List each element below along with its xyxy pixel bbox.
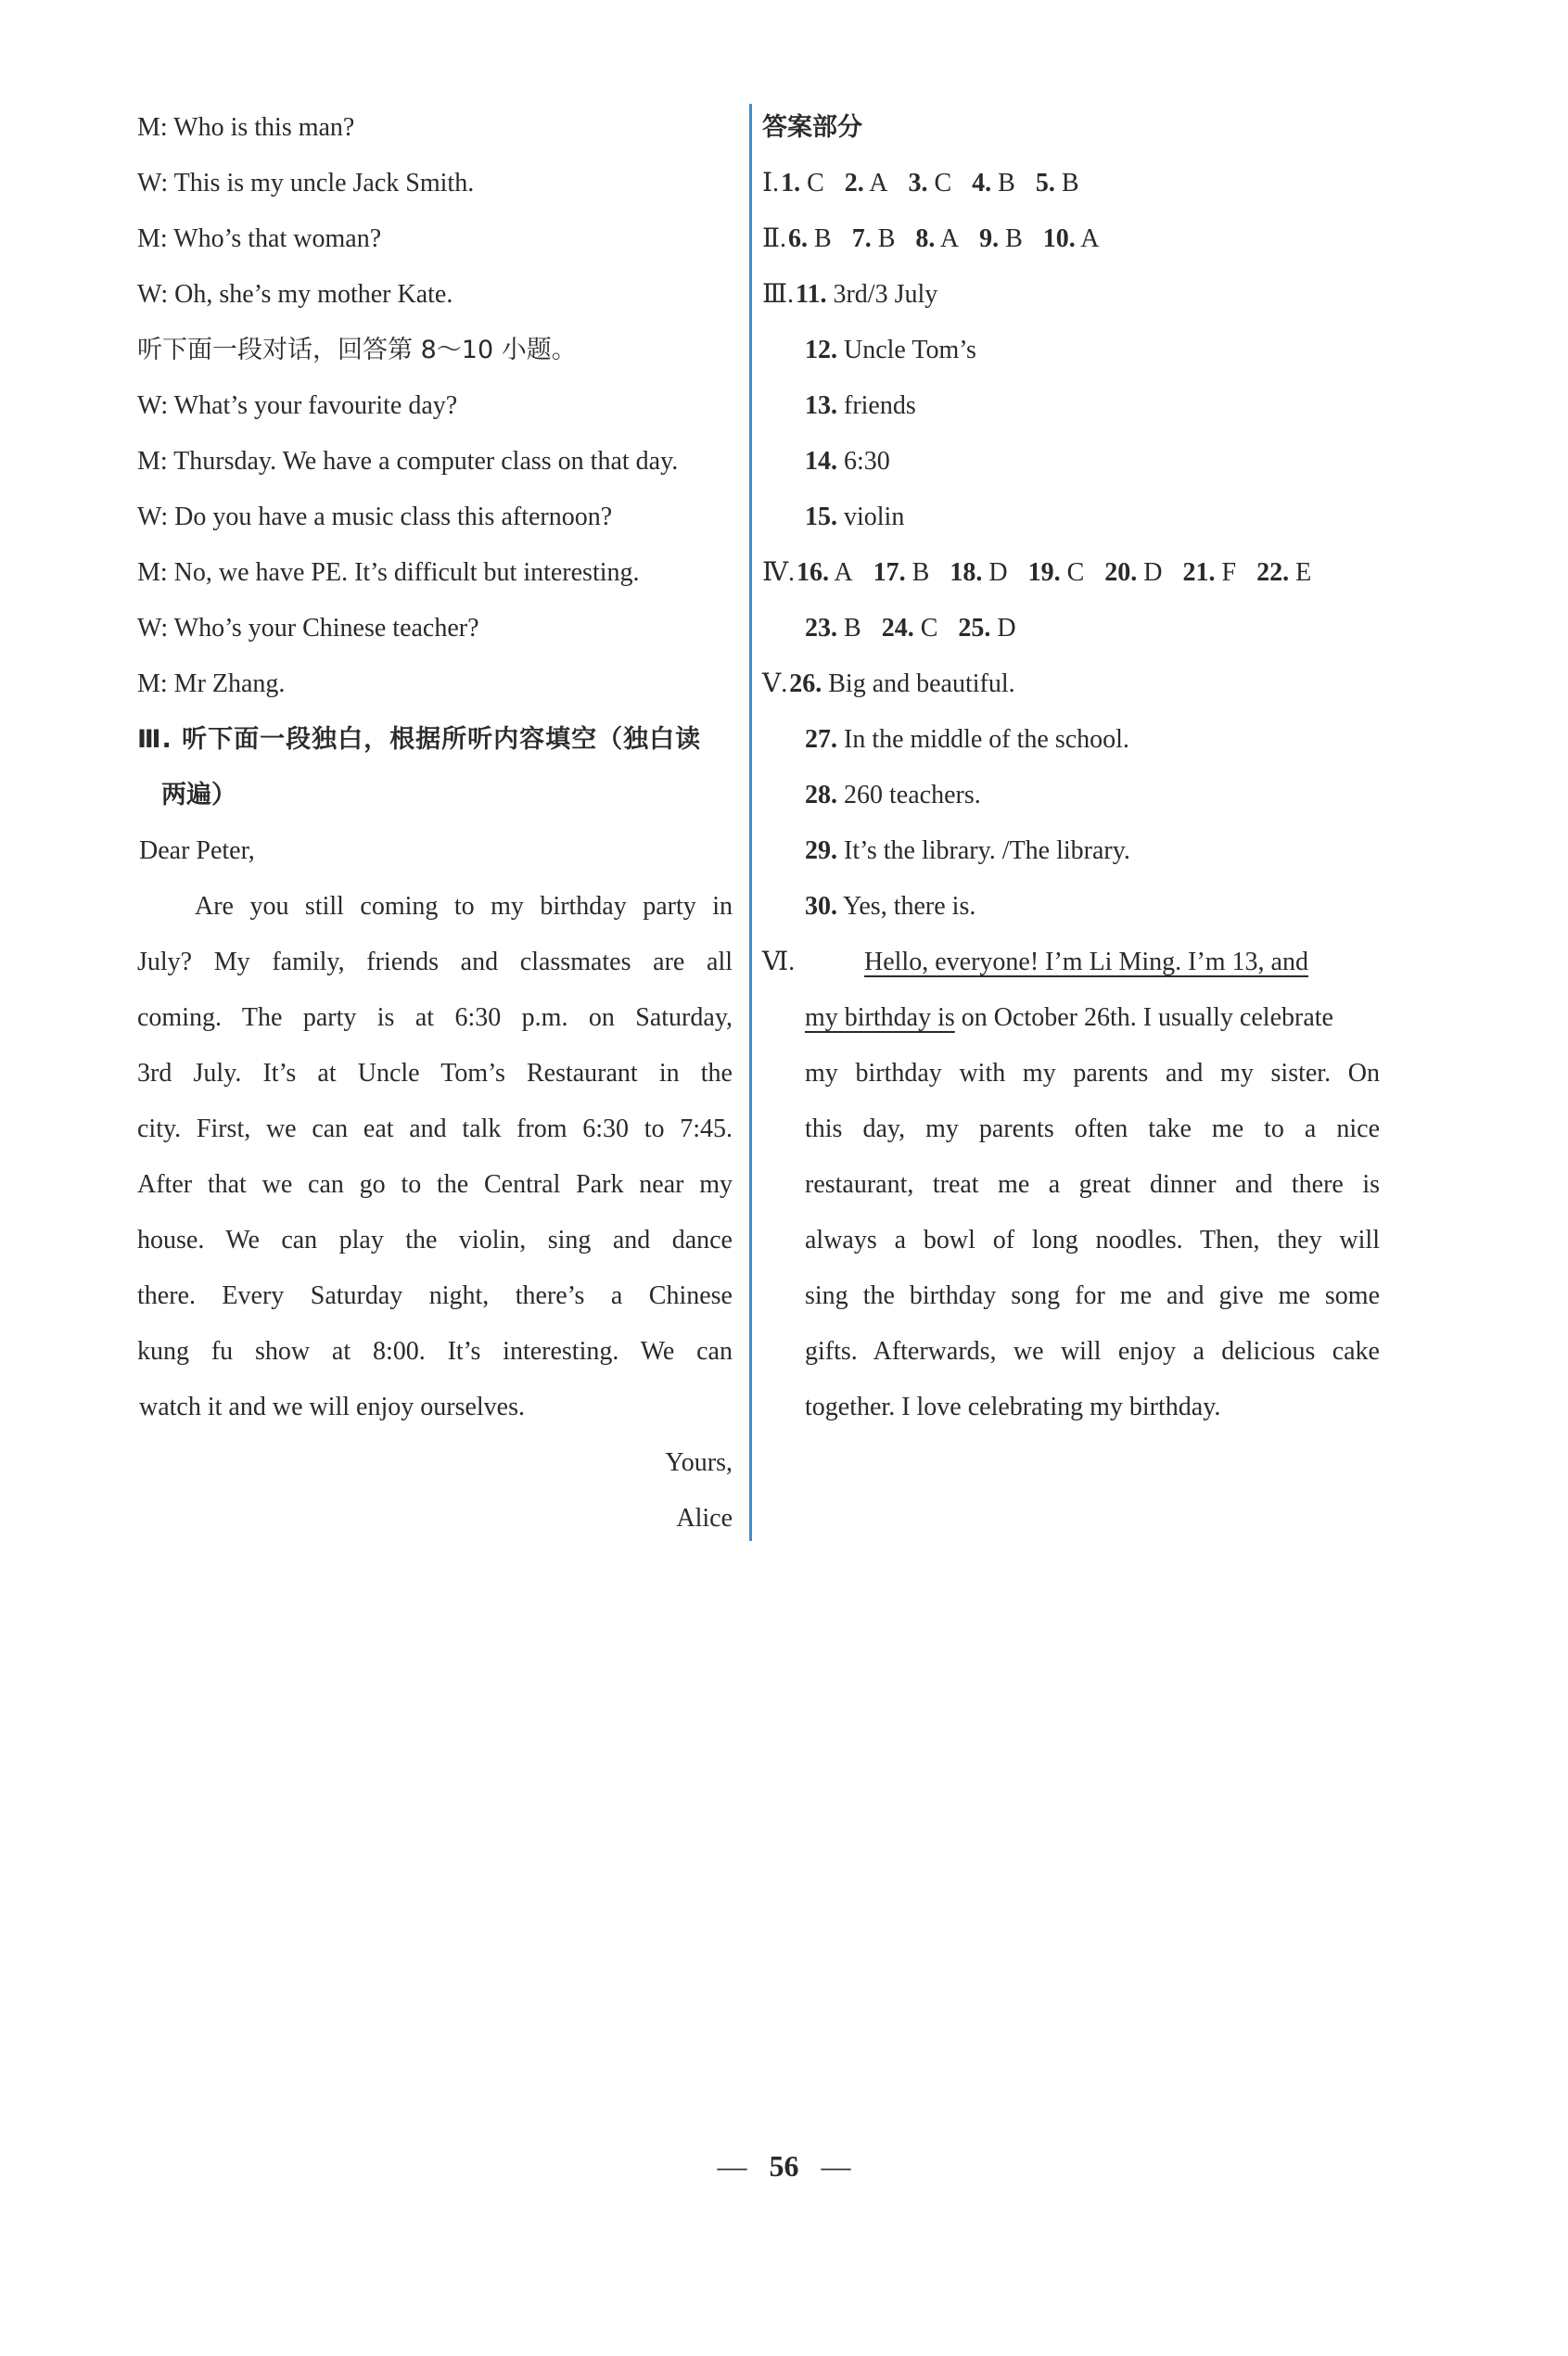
answer-value: D: [982, 558, 1008, 587]
letter-last-line: watch it and we will enjoy ourselves.: [139, 1393, 526, 1421]
answer-row-4-rest: [762, 601, 1411, 656]
question-number: 29.: [805, 836, 837, 865]
answer-item: [805, 336, 976, 364]
section-label: Ⅱ.: [762, 224, 787, 253]
answer-item: [805, 447, 890, 476]
question-number: 9.: [979, 224, 1000, 253]
dialog-line: M: Who is this man?: [137, 113, 355, 142]
question-number: 23.: [805, 614, 837, 643]
letter-line: city. First, we can eat and talk from 6:30 to 7:45.: [137, 1114, 733, 1143]
question-number: 27.: [805, 725, 837, 754]
answer-value: It’s the library. /The library.: [837, 836, 1130, 865]
answer-line: [762, 323, 1411, 378]
answer-value: B: [871, 224, 896, 253]
section-label: Ⅳ.: [762, 558, 795, 587]
dialog-line: W: Do you have a music class this afternoon?: [137, 503, 613, 531]
page-dash-right: —: [821, 2149, 851, 2183]
essay-underlined-1: Hello, everyone! I’m Li Ming. I’m 13, and: [864, 948, 1308, 976]
answer-value: B: [837, 614, 861, 643]
question-number: 26.: [789, 669, 822, 698]
answer-row-5-rest: [762, 712, 1411, 935]
answer-item: [789, 669, 1014, 698]
essay-line: restaurant, treat me a great dinner and there is: [805, 1170, 1380, 1199]
answer-line: [762, 823, 1411, 879]
answer-row-2: [762, 211, 1411, 267]
answer-item: [805, 391, 916, 420]
answer-value: Uncle Tom’s: [837, 336, 976, 364]
essay-line: sing the birthday song for me and give me some: [805, 1281, 1380, 1310]
question-number: 22.: [1256, 558, 1290, 587]
answer-line: [762, 378, 1411, 434]
question-number: 24.: [881, 614, 914, 643]
answer-item: [873, 558, 930, 587]
answer-value: C: [1060, 558, 1085, 587]
section-label: Ⅰ.: [762, 169, 780, 197]
answer-value: In the middle of the school.: [837, 725, 1129, 754]
answer-value: B: [808, 224, 832, 253]
letter-line: there. Every Saturday night, there’s a Chinese: [137, 1281, 733, 1310]
letter-line: kung fu show at 8:00. It’s interesting. We can: [137, 1337, 733, 1366]
dialog-line: M: Thursday. We have a computer class on that day.: [137, 447, 679, 476]
question-number: 15.: [805, 503, 837, 531]
dialog-1: [137, 100, 733, 323]
question-number: 30.: [805, 892, 837, 921]
essay-last-line: together. I love celebrating my birthday.: [805, 1393, 1221, 1421]
section-6-label: Ⅵ.: [762, 948, 796, 976]
letter-line: 3rd July. It’s at Uncle Tom’s Restaurant in the: [137, 1059, 733, 1088]
answer-item: [805, 614, 861, 643]
section-3-title: Ⅲ. 听下面一段独白，根据所听内容填空（独白读: [137, 725, 702, 754]
page-number: [0, 2149, 1568, 2184]
dialog-line: W: What’s your favourite day?: [137, 391, 458, 420]
essay-line: always a bowl of long noodles. Then, they will: [805, 1226, 1380, 1254]
answer-value: B: [991, 169, 1015, 197]
question-number: 16.: [796, 558, 829, 587]
section-3-title-cont: 两遍）: [161, 781, 236, 809]
dialog-line: W: This is my uncle Jack Smith.: [137, 169, 475, 197]
answer-item: [979, 224, 1023, 253]
answer-item: [1043, 224, 1100, 253]
answer-item: [972, 169, 1015, 197]
letter-line: coming. The party is at 6:30 p.m. on Saturday,: [137, 1003, 733, 1032]
answer-item: [788, 224, 832, 253]
answer-row-1: [762, 156, 1411, 211]
question-number: 3.: [908, 169, 928, 197]
answer-value: B: [905, 558, 930, 587]
answer-item: [805, 892, 975, 921]
question-number: 13.: [805, 391, 837, 420]
answer-item: [1036, 169, 1079, 197]
answer-item: [950, 558, 1007, 587]
answer-item: [1028, 558, 1085, 587]
question-number: 21.: [1182, 558, 1216, 587]
answer-row-3-rest: [762, 323, 1411, 545]
right-column: [762, 100, 1411, 1435]
question-number: 10.: [1042, 224, 1076, 253]
answer-line: [762, 712, 1411, 768]
letter-line: house. We can play the violin, sing and dance: [137, 1226, 733, 1254]
letter-closing: Yours,: [665, 1448, 733, 1477]
answer-value: Yes, there is.: [837, 892, 976, 921]
answer-value: A: [863, 169, 888, 197]
answer-row-4: [762, 545, 1411, 601]
answer-item: [805, 781, 981, 809]
answer-value: B: [1054, 169, 1079, 197]
answer-item: [1183, 558, 1237, 587]
answer-item: [1104, 558, 1162, 587]
question-number: 5.: [1035, 169, 1055, 197]
dialog-line: M: Who’s that woman?: [137, 224, 382, 253]
answer-value: violin: [837, 503, 905, 531]
dialog-line: M: No, we have PE. It’s difficult but interesting.: [137, 558, 640, 587]
question-number: 2.: [844, 169, 864, 197]
essay-line-2: [762, 990, 1411, 1046]
instruction-dialog-2: 听下面一段对话，回答第 8～10 小题。: [137, 336, 577, 364]
answer-item: [845, 169, 888, 197]
column-divider: [749, 104, 752, 1541]
essay-line: my birthday with my parents and my sister. On: [805, 1059, 1380, 1088]
answer-row-5: [762, 656, 1411, 712]
dialog-2: [137, 378, 733, 712]
left-column: [137, 100, 733, 1547]
answer-item: [882, 614, 938, 643]
question-number: 18.: [950, 558, 983, 587]
question-number: 19.: [1027, 558, 1061, 587]
answer-value: A: [828, 558, 853, 587]
essay-body: [762, 1046, 1380, 1380]
answer-value: D: [990, 614, 1016, 643]
letter-signature: Alice: [676, 1504, 733, 1533]
letter-line: After that we can go to the Central Park near my: [137, 1170, 733, 1199]
essay-line-2-rest: on October 26th. I usually celebrate: [954, 1003, 1333, 1032]
answer-value: Big and beautiful.: [822, 669, 1015, 698]
question-number: 20.: [1104, 558, 1138, 587]
answer-item: [781, 169, 824, 197]
answer-value: A: [935, 224, 960, 253]
question-number: 1.: [781, 169, 801, 197]
page-number-value: 56: [769, 2149, 799, 2183]
page-dash-left: —: [717, 2149, 747, 2183]
essay-line: this day, my parents often take me to a nice: [805, 1114, 1380, 1143]
answer-item: [805, 725, 1129, 754]
answer-value: 6:30: [837, 447, 890, 476]
answer-item: [908, 169, 951, 197]
question-number: 25.: [958, 614, 991, 643]
essay-underlined-2: my birthday is: [805, 1003, 955, 1032]
letter-line: July? My family, friends and classmates are all: [137, 948, 733, 976]
answer-item: [797, 558, 853, 587]
letter-greeting: Dear Peter,: [139, 836, 255, 865]
answer-line: [762, 434, 1411, 490]
answer-item: [852, 224, 896, 253]
answer-value: D: [1137, 558, 1163, 587]
answer-value: B: [999, 224, 1023, 253]
question-number: 7.: [851, 224, 872, 253]
answer-value: friends: [837, 391, 916, 420]
section-label: Ⅲ.: [762, 280, 795, 309]
question-number: 28.: [805, 781, 837, 809]
letter-body: [137, 879, 733, 1380]
answer-value: C: [913, 614, 938, 643]
answer-line: [762, 879, 1411, 935]
answer-value: E: [1289, 558, 1312, 587]
answer-item: [1256, 558, 1311, 587]
question-number: 6.: [788, 224, 809, 253]
answer-value: A: [1075, 224, 1100, 253]
dialog-line: W: Oh, she’s my mother Kate.: [137, 280, 453, 309]
answer-item: [796, 280, 937, 309]
answer-item: [805, 503, 904, 531]
question-number: 11.: [796, 280, 827, 309]
question-number: 17.: [873, 558, 906, 587]
question-number: 12.: [805, 336, 837, 364]
answer-row-3: [762, 267, 1411, 323]
answer-value: F: [1215, 558, 1237, 587]
answer-value: 3rd/3 July: [826, 280, 938, 309]
answer-item: [805, 836, 1130, 865]
letter-line: Are you still coming to my birthday party in: [195, 892, 733, 921]
answer-value: C: [927, 169, 952, 197]
answer-line: [762, 490, 1411, 545]
essay-line: gifts. Afterwards, we will enjoy a delicious cake: [805, 1337, 1380, 1366]
question-number: 14.: [805, 447, 837, 476]
answer-value: C: [800, 169, 824, 197]
answer-line: [762, 768, 1411, 823]
dialog-line: W: Who’s your Chinese teacher?: [137, 614, 479, 643]
section-label: Ⅴ.: [762, 669, 788, 698]
answer-section-title: 答案部分: [762, 113, 862, 142]
answer-item: [915, 224, 959, 253]
dialog-line: M: Mr Zhang.: [137, 669, 286, 698]
essay-line-1: [762, 935, 1411, 990]
answer-value: 260 teachers.: [837, 781, 981, 809]
question-number: 4.: [972, 169, 992, 197]
answer-item: [958, 614, 1015, 643]
question-number: 8.: [915, 224, 936, 253]
